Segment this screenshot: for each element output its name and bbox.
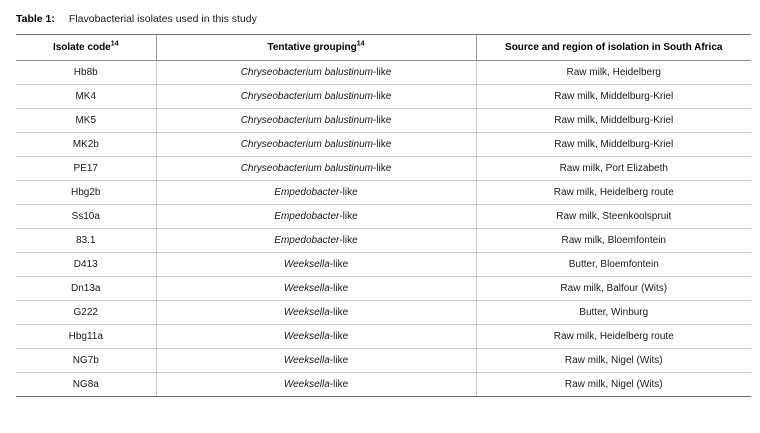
column-header-tentative-grouping-text: Tentative grouping bbox=[267, 42, 357, 53]
column-header-isolate-code-text: Isolate code bbox=[52, 42, 111, 53]
table-caption-text: Flavobacterial isolates used in this study bbox=[68, 13, 257, 25]
column-header-source-region-text: Source and region of isolation in South Africa bbox=[505, 42, 723, 53]
column-header-isolate-code bbox=[16, 35, 156, 61]
cell-genus-suffix: -like bbox=[339, 235, 358, 246]
cell-source-region: Raw milk, Heidelberg route bbox=[476, 181, 751, 205]
cell-genus: Chryseobacterium balustinum bbox=[240, 91, 373, 102]
cell-isolate-code: D413 bbox=[16, 253, 156, 277]
cell-source-region: Butter, Winburg bbox=[476, 301, 751, 325]
table-row bbox=[16, 253, 751, 277]
cell-source-region: Raw milk, Nigel (Wits) bbox=[476, 349, 751, 373]
table-caption bbox=[16, 12, 748, 26]
cell-isolate-code: Hbg2b bbox=[16, 181, 156, 205]
cell-genus: Chryseobacterium balustinum bbox=[240, 115, 373, 126]
cell-tentative-grouping bbox=[156, 133, 476, 157]
cell-source-region: Raw milk, Heidelberg route bbox=[476, 325, 751, 349]
cell-isolate-code: NG7b bbox=[16, 349, 156, 373]
cell-tentative-grouping bbox=[156, 205, 476, 229]
table-row bbox=[16, 349, 751, 373]
cell-genus: Weeksella bbox=[283, 379, 330, 390]
table-row bbox=[16, 61, 751, 85]
cell-genus-suffix: -like bbox=[372, 91, 392, 102]
cell-tentative-grouping bbox=[156, 301, 476, 325]
cell-genus-suffix: -like bbox=[329, 307, 349, 318]
cell-isolate-code: Hb8b bbox=[16, 61, 156, 85]
cell-genus: Empedobacter bbox=[274, 211, 340, 222]
column-header-source-region bbox=[476, 35, 751, 61]
cell-isolate-code: MK2b bbox=[16, 133, 156, 157]
cell-genus-suffix: -like bbox=[329, 355, 349, 366]
cell-isolate-code: MK5 bbox=[16, 109, 156, 133]
cell-isolate-code: 83.1 bbox=[16, 229, 156, 253]
cell-source-region: Raw milk, Heidelberg bbox=[476, 61, 751, 85]
cell-genus: Chryseobacterium balustinum bbox=[240, 67, 373, 78]
cell-source-region: Raw milk, Bloemfontein bbox=[476, 229, 751, 253]
isolates-table bbox=[16, 34, 751, 397]
cell-tentative-grouping bbox=[156, 253, 476, 277]
cell-genus-suffix: -like bbox=[372, 115, 392, 126]
table-row bbox=[16, 205, 751, 229]
cell-tentative-grouping bbox=[156, 85, 476, 109]
cell-source-region: Raw milk, Balfour (Wits) bbox=[476, 277, 751, 301]
cell-genus-suffix: -like bbox=[329, 283, 349, 294]
cell-source-region: Raw milk, Steenkoolspruit bbox=[476, 205, 751, 229]
table-row bbox=[16, 325, 751, 349]
table-caption-label: Table 1: bbox=[16, 13, 55, 25]
cell-genus: Weeksella bbox=[283, 307, 330, 318]
table-header bbox=[16, 35, 751, 61]
cell-genus-suffix: -like bbox=[372, 67, 392, 78]
cell-source-region: Raw milk, Port Elizabeth bbox=[476, 157, 751, 181]
table-row bbox=[16, 373, 751, 397]
cell-isolate-code: G222 bbox=[16, 301, 156, 325]
table-row bbox=[16, 109, 751, 133]
table-row bbox=[16, 229, 751, 253]
column-header-isolate-code-ref: 14 bbox=[110, 40, 119, 48]
cell-genus: Chryseobacterium balustinum bbox=[240, 163, 373, 174]
cell-source-region: Raw milk, Nigel (Wits) bbox=[476, 373, 751, 397]
cell-tentative-grouping bbox=[156, 229, 476, 253]
cell-isolate-code: NG8a bbox=[16, 373, 156, 397]
cell-genus-suffix: -like bbox=[329, 331, 349, 342]
cell-tentative-grouping bbox=[156, 181, 476, 205]
cell-genus-suffix: -like bbox=[339, 211, 358, 222]
cell-source-region: Raw milk, Middelburg-Kriel bbox=[476, 109, 751, 133]
cell-tentative-grouping bbox=[156, 157, 476, 181]
table-row bbox=[16, 301, 751, 325]
column-header-tentative-grouping-ref: 14 bbox=[356, 40, 365, 48]
cell-genus: Weeksella bbox=[283, 355, 330, 366]
column-header-tentative-grouping bbox=[156, 35, 476, 61]
cell-source-region: Butter, Bloemfontein bbox=[476, 253, 751, 277]
cell-genus: Empedobacter bbox=[274, 235, 340, 246]
cell-isolate-code: MK4 bbox=[16, 85, 156, 109]
cell-isolate-code: Ss10a bbox=[16, 205, 156, 229]
cell-genus: Empedobacter bbox=[274, 187, 340, 198]
cell-genus: Weeksella bbox=[283, 259, 330, 270]
cell-genus-suffix: -like bbox=[372, 139, 392, 150]
cell-genus: Weeksella bbox=[283, 283, 330, 294]
cell-genus: Weeksella bbox=[283, 331, 330, 342]
cell-tentative-grouping bbox=[156, 349, 476, 373]
table-row bbox=[16, 133, 751, 157]
table-row bbox=[16, 277, 751, 301]
cell-tentative-grouping bbox=[156, 277, 476, 301]
cell-tentative-grouping bbox=[156, 61, 476, 85]
cell-tentative-grouping bbox=[156, 109, 476, 133]
cell-tentative-grouping bbox=[156, 325, 476, 349]
cell-genus-suffix: -like bbox=[339, 187, 358, 198]
table-row bbox=[16, 181, 751, 205]
cell-tentative-grouping bbox=[156, 373, 476, 397]
cell-source-region: Raw milk, Middelburg-Kriel bbox=[476, 85, 751, 109]
table-body bbox=[16, 61, 751, 397]
cell-source-region: Raw milk, Middelburg-Kriel bbox=[476, 133, 751, 157]
table-header-row bbox=[16, 35, 751, 61]
cell-genus-suffix: -like bbox=[329, 259, 349, 270]
cell-genus-suffix: -like bbox=[372, 163, 392, 174]
cell-genus: Chryseobacterium balustinum bbox=[240, 139, 373, 150]
cell-isolate-code: PE17 bbox=[16, 157, 156, 181]
cell-genus-suffix: -like bbox=[329, 379, 349, 390]
cell-isolate-code: Dn13a bbox=[16, 277, 156, 301]
table-row bbox=[16, 85, 751, 109]
table-row bbox=[16, 157, 751, 181]
cell-isolate-code: Hbg11a bbox=[16, 325, 156, 349]
